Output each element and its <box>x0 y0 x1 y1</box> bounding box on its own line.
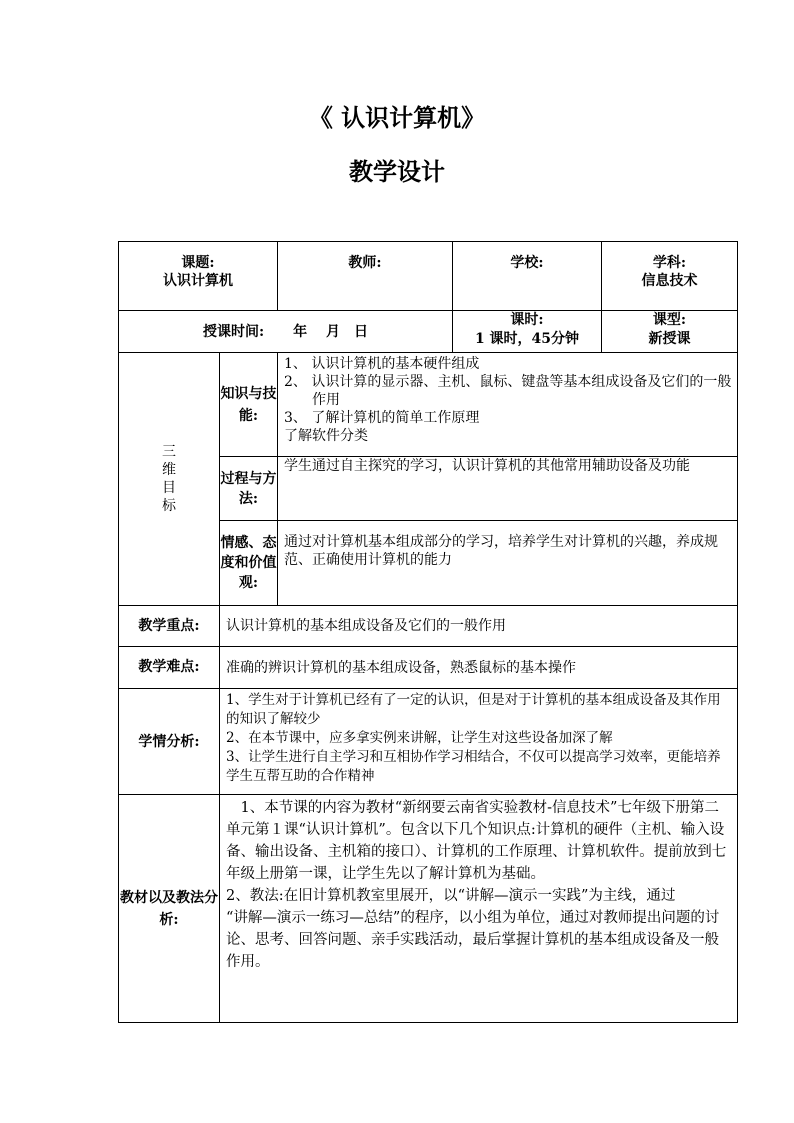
teacher-label: 教师: <box>348 255 382 271</box>
time-label: 授课时间: <box>203 323 265 340</box>
subject-cell <box>602 242 738 311</box>
goal-knowledge-row <box>119 353 738 457</box>
goals-char-4: 标 <box>162 498 176 514</box>
three-dimensional-goals-label <box>119 353 220 606</box>
type-value: 新授课 <box>648 331 691 347</box>
emotion-content: 通过对计算机基本组成部分的学习，培养学生对计算机的兴趣，养成规范、正确使用计算机的能力 <box>278 521 738 606</box>
knowledge-label: 知识与技能: <box>220 353 278 457</box>
material-paragraph: “讲解—演示一练习—总结”的程序，以小组为单位，通过对教师提出问题的讨论、思考、回答问题、亲手实践活动，最后掌握计算机的基本组成设备及一般作用。 <box>226 910 720 970</box>
lesson-plan-table <box>118 241 738 1023</box>
type-cell <box>602 311 738 353</box>
knowledge-item: 了解软件分类 <box>284 428 368 444</box>
period-label: 课时: <box>510 312 544 328</box>
school-label: 学校: <box>510 255 544 271</box>
material-analysis-content <box>220 795 738 1023</box>
time-row <box>119 311 738 353</box>
document-subtitle: 教学设计 <box>349 157 445 186</box>
material-paragraph: 1、本节课的内容为教材“新纲要云南省实验教材-信息技术”七年级下册第二单元第１课“认识计算机”。包含以下几个知识点:计算机的硬件（主机、输入设备、输出设备、主机箱的接口）、计算机的工作原理、计算机软件。提前放到七年级上册第一课，让学生先以了解计算机为基础。 <box>226 800 727 882</box>
knowledge-item: 3、 了解计算机的简单工作原理 <box>284 410 480 426</box>
topic-cell <box>119 242 278 311</box>
date-text: 年 月 日 <box>293 323 368 340</box>
key-point-content: 认识计算机的基本组成设备及它们的一般作用 <box>220 606 738 647</box>
learner-analysis-row <box>119 689 738 795</box>
type-label: 课型: <box>652 312 687 328</box>
document-title: 《 认识计算机》 <box>308 103 486 132</box>
learner-item: 1、学生对于计算机已经有了一定的认识，但是对于计算机的基本组成设备及其作用的知识了解较少 <box>226 692 721 727</box>
subject-label: 学科: <box>652 255 687 271</box>
knowledge-content <box>278 353 738 457</box>
topic-value: 认识计算机 <box>163 273 233 289</box>
process-label: 过程与方法: <box>220 457 278 521</box>
header-row <box>119 242 738 311</box>
learner-analysis-content <box>220 689 738 795</box>
key-point-row <box>119 606 738 647</box>
goals-char-1: 三 <box>162 444 176 460</box>
difficulty-content: 准确的辨识计算机的基本组成设备，熟悉鼠标的基本操作 <box>220 647 738 689</box>
learner-item: 3、让学生进行自主学习和互相协作学习相结合，不仅可以提高学习效率，更能培养学生互帮互助的合作精神 <box>226 749 721 784</box>
knowledge-item: 1、 认识计算机的基本硬件组成 <box>284 356 480 372</box>
subject-value: 信息技术 <box>641 273 698 289</box>
goals-char-3: 目 <box>162 480 176 496</box>
difficulty-label: 教学难点: <box>119 647 220 689</box>
time-cell <box>119 311 453 353</box>
knowledge-item: 2、 认识计算的显示器、主机、鼠标、键盘等基本组成设备及它们的一般作用 <box>284 374 732 408</box>
learner-item: 2、在本节课中，应多拿实例来讲解，让学生对这些设备加深了解 <box>226 730 613 746</box>
material-analysis-row <box>119 795 738 1023</box>
period-cell <box>453 311 602 353</box>
topic-label: 课题: <box>181 255 215 271</box>
teacher-cell <box>278 242 453 311</box>
process-content: 学生通过自主探究的学习，认识计算机的其他常用辅助设备及功能 <box>278 457 738 521</box>
difficulty-row <box>119 647 738 689</box>
key-point-label: 教学重点: <box>119 606 220 647</box>
emotion-label: 情感、态度和价值观: <box>220 521 278 606</box>
goals-char-2: 维 <box>162 462 176 478</box>
material-paragraph: 2、教法:在旧计算机教室里展开，以“讲解—演示一实践”为主线，通过 <box>226 888 676 904</box>
learner-analysis-label: 学情分析: <box>119 689 220 795</box>
period-value: 1 课时，45分钟 <box>474 331 580 347</box>
school-cell <box>453 242 602 311</box>
material-analysis-label: 教材以及教法分析: <box>119 795 220 1023</box>
